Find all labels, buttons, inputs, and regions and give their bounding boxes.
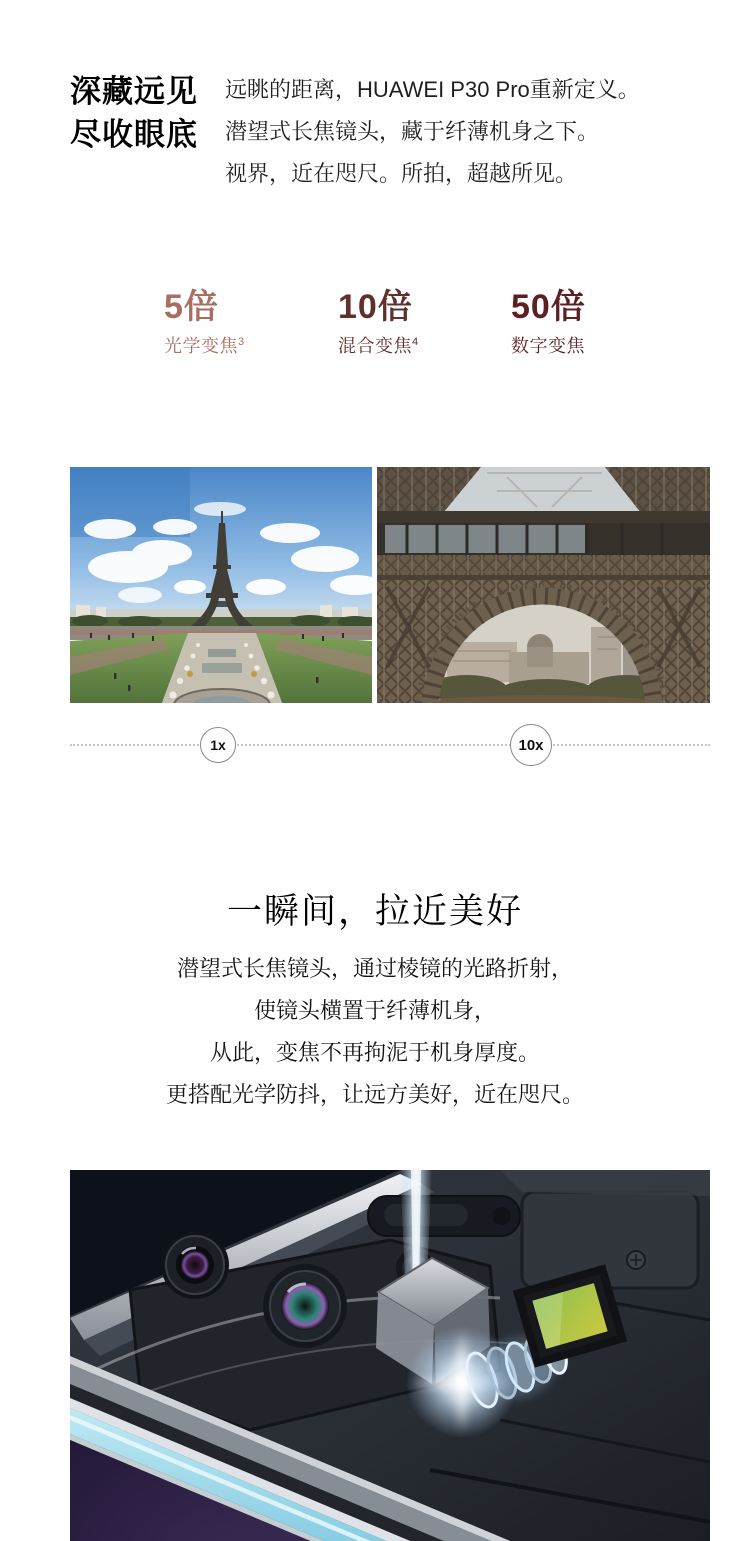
zoom-badge-10x: 10x bbox=[510, 724, 552, 766]
spec-optical-zoom bbox=[164, 288, 245, 358]
spec-value: 50倍 bbox=[511, 288, 586, 326]
feature-description-line: 使镜头横置于纤薄机身， bbox=[253, 998, 496, 1023]
hero-description-line: 视界，近在咫尺。所拍，超越所见。 bbox=[225, 161, 578, 186]
feature-title: 一瞬间，拉近美好 bbox=[226, 892, 523, 931]
spec-hybrid-zoom bbox=[338, 288, 419, 358]
spec-label-text: 数字变焦 bbox=[511, 336, 585, 356]
zoom-timeline bbox=[70, 744, 710, 746]
hero-description bbox=[225, 69, 640, 195]
eiffel-10x-image bbox=[377, 467, 710, 703]
spec-value: 10倍 bbox=[338, 288, 413, 326]
spec-footnote-mark: 3 bbox=[238, 336, 245, 348]
spec-footnote-mark: 4 bbox=[412, 336, 419, 348]
periscope-internal-image bbox=[70, 1170, 710, 1541]
feature-description-line: 更搭配光学防抖，让远方美好，近在咫尺。 bbox=[165, 1082, 584, 1107]
hero-description-line: 远眺的距离，HUAWEI P30 Pro重新定义。 bbox=[225, 77, 640, 102]
zoom-badge-1x: 1x bbox=[200, 727, 236, 763]
page-title bbox=[70, 70, 198, 156]
spec-label-text: 光学变焦 bbox=[164, 336, 238, 356]
eiffel-1x-image bbox=[70, 467, 372, 703]
spec-label bbox=[164, 332, 245, 358]
feature-description-line: 潜望式长焦镜头，通过棱镜的光路折射， bbox=[176, 956, 573, 981]
spec-label-text: 混合变焦 bbox=[338, 336, 412, 356]
feature-description-line: 从此，变焦不再拘泥于机身厚度。 bbox=[209, 1040, 540, 1065]
hero-description-line: 潜望式长焦镜头，藏于纤薄机身之下。 bbox=[225, 119, 600, 144]
zoom-comparison-images bbox=[70, 467, 710, 703]
wide-camera-lens bbox=[161, 1231, 229, 1299]
spec-value: 5倍 bbox=[164, 288, 219, 326]
spec-digital-zoom bbox=[511, 288, 586, 358]
page-title-line-2: 尽收眼底 bbox=[70, 117, 198, 152]
spec-label bbox=[338, 332, 419, 358]
spec-label bbox=[511, 332, 586, 358]
feature-description bbox=[0, 948, 750, 1116]
page-title-line-1: 深藏远见 bbox=[70, 74, 198, 109]
ultrawide-camera-lens bbox=[263, 1264, 347, 1348]
